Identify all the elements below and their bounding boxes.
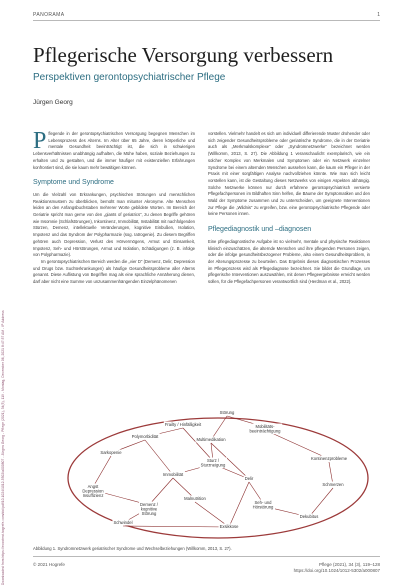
network-node-label: Polymorbidität bbox=[131, 434, 159, 439]
download-note: Downloaded from https://econtent.hogrefe.com/doi/pdf/10.1024/1012-5302/a000807 - Jürgen Georg - Pflege (2021), 34(3), 119 - Montag, December 06, 2021 8:47:37 AM - IP Address bbox=[1, 310, 5, 585]
running-header bbox=[33, 12, 380, 21]
paragraph: Um die Vielzahl von Erkrankungen, psychischen Störungen und menschlichen Reaktionsmustern zu überblicken, bemüht man mitunter Akronyme. Alte Menschen leiden an den Anfangsbuchstaben mehrerer Worte gebildete Worten. Im Bereich der Geriatrie spricht man gerne von den „giants of geriatrics“, zu denen Begriffe gehören wie Insomnie (Schlafstörungen), Inkontinenz, Immobilität, Instabilität mit nachfolgenden Stürzen, Demenz, intellektuelle Veränderungen, kognitive Einbußen, Isolation, Impotenz und das Syndrom der Polypharmazie (sog. Iatrogenie). Zu diesem Begriffen gehören auch Depression, Verlust des Hörvermögens, Armut und Einsamkeit, Impotenz, Seh- und Hörstörungen, Armut und Isolation, Schädigungen (z. B. infolge von Polypharmazie). bbox=[33, 191, 195, 258]
figure-syndrome-network bbox=[33, 408, 378, 543]
network-node-label: Frailty / Hinfälligkeit bbox=[164, 422, 202, 427]
network-node-label: Demenz / kognitive Störung bbox=[140, 502, 158, 517]
network-node-label: Immobilität bbox=[162, 472, 184, 477]
intro-text: flegende in der gerontopsychiatrischen Versorgung begegnen Menschen im Lebensprozess des Alterns. Im Alter über 65 Jahre, deren körperliche und mentale Gesundheit beeinträchtigt ist, die sich in schwierigen Lebensverhältnissen unabhängig aufhalten, die Mühe haben, soziale Beziehungen zu erhalten und zu gestalten, und die immer häufiger mit existenziellen Erfahrungen konfrontiert sind, die sie kaum mehr bewältigen können. bbox=[33, 131, 195, 170]
figure-caption: Abbildung 1. Syndromnetzwerk geriatrischer Syndrome und Wechselbeziehungen (Willkomm, 2013, S. 27). bbox=[33, 546, 232, 551]
network-node-label: Seh- und Hörstörung bbox=[252, 500, 274, 510]
citation-journal: Pflege (2021), 34 (3), 119–128 bbox=[319, 562, 380, 567]
intro-paragraph bbox=[33, 128, 195, 171]
citation bbox=[294, 562, 380, 574]
copyright: © 2021 Hogrefe bbox=[33, 562, 65, 567]
paragraph: vorstellen. Vielmehr handelt es sich um individuell differierende Muster drohender oder sich zeigender Gesundheitsprobleme oder geriatrische Syndrome, die in der Geriatrie auch als „Merkmalskomplexe“ oder „Syndromnetzwerke“ bezeichnet werden (Willkomm, 2013, S. 27). Die Abbildung 1 veranschaulicht exemplarisch, wie ein solcher Komplex von Merkmalen und Symptomen oder ein Netzwerk einzelner Syndrome bei einem alternden Menschen aussehen kann, die kaum ein Pfleger in der Praxis mit einer sorgfältigen Analyse nachvollziehen könnte. Wie man sich leicht vorstellen kann, ist die Gestaltung dieses Netzwerks von einigen Aspekten abhängig. Solche Netzwerke können nur durch erfahrene gerontopsychiatrisch versierte Pflegefachpersonen im Bildhaften Sinn helfen, die Bäume der Symptomatiken und den Wald der Symptome zusammen und zu unterscheiden, um geeignete Interventionen zur Pflege die „Wildnis“ zu ergreifen, bzw. eine gerontopsychiatrische Pflegende oder keine Personen innen. bbox=[208, 131, 370, 217]
network-node-label: Exsikkose bbox=[219, 524, 239, 529]
network-node-label: Schwindel bbox=[113, 520, 133, 525]
network-edge bbox=[229, 482, 249, 527]
network-diagram bbox=[33, 408, 378, 543]
network-edge bbox=[149, 478, 173, 505]
text-column-right bbox=[208, 131, 370, 286]
network-node-label: Dekubitus bbox=[299, 514, 319, 519]
download-watermark bbox=[0, 0, 10, 585]
network-edge bbox=[93, 456, 111, 487]
page-number: 1 bbox=[377, 12, 380, 18]
network-node-label: Delir bbox=[244, 476, 254, 481]
network-edge bbox=[123, 526, 229, 527]
section-heading-symptome: Symptome und Syndrome bbox=[33, 179, 114, 187]
text-column-left bbox=[33, 128, 195, 286]
article-subtitle: Perspektiven gerontopsychiatrischer Pflege bbox=[33, 72, 226, 83]
section-label: PANORAMA bbox=[33, 12, 65, 18]
network-edge bbox=[309, 488, 333, 517]
page-footer bbox=[33, 556, 380, 579]
network-node-label: Angst Depression Insuffizienz bbox=[82, 484, 104, 499]
network-node-label: Sarkopenie bbox=[100, 450, 122, 455]
network-node-label: Schmerzen bbox=[322, 482, 344, 487]
article-title: Pflegerische Versorgung verbessern bbox=[33, 43, 334, 67]
paragraph: Im gerontopsychiatrischen Bereich werden die „vier D“ (Demenz, Delir, Depression und Drugs bzw. Suchterkrankungen) als häufige Gesundheitsprobleme aller Alterns genannt. Diese Auflistung von Begriffen mag als eine sprachliche Annäherung dienen, darf aber nicht eine Summe von unzusammenhängenden Einzelphänomenen bbox=[33, 258, 195, 285]
network-node-label: Störung bbox=[219, 410, 235, 415]
section-heading-pflegediagnostik: Pflegediagnostik und –diagnosen bbox=[208, 226, 312, 234]
author-name: Jürgen Georg bbox=[33, 99, 73, 106]
network-node-label: Multimedikation bbox=[196, 437, 226, 442]
network-edge bbox=[183, 428, 213, 461]
dropcap: P bbox=[33, 128, 47, 154]
network-node-label: Malnutrition bbox=[184, 496, 206, 501]
network-node-label: Sturz / Sturzneigung bbox=[200, 458, 226, 468]
paragraph: Eine pflegediagnostische Aufgabe ist so vielmehr, mentale und physische Reaktionen klinisch einzuschätzen, die alternde Menschen und ihre pflegenden Personen zeigen, oder die infolge gesundheitsbezogener Probleme, also einem Gesundheitsproblem, in der Alterungsprozesse zu beurteilen. Das Ergebnis dieses diagnostischen Prozesses im Pflegeprozess wird als Pflegediagnose bezeichnet. Sie bildet die Grundlage, um pflegerische Interventionen auszuwählen, mit denen Pflegeergebnisse erreicht werden sollen, für die Pflegefachpersonen verantwortlich sind (Herdman et al., 2022). bbox=[208, 238, 370, 285]
network-node-label: Kontinenzprobleme bbox=[310, 456, 348, 461]
network-edge bbox=[145, 440, 173, 475]
network-node-label: Mobilitäts-beeinträchtigung bbox=[249, 424, 281, 434]
citation-doi: https://doi.org/10.1024/1012-5302/a000807 bbox=[293, 568, 380, 573]
